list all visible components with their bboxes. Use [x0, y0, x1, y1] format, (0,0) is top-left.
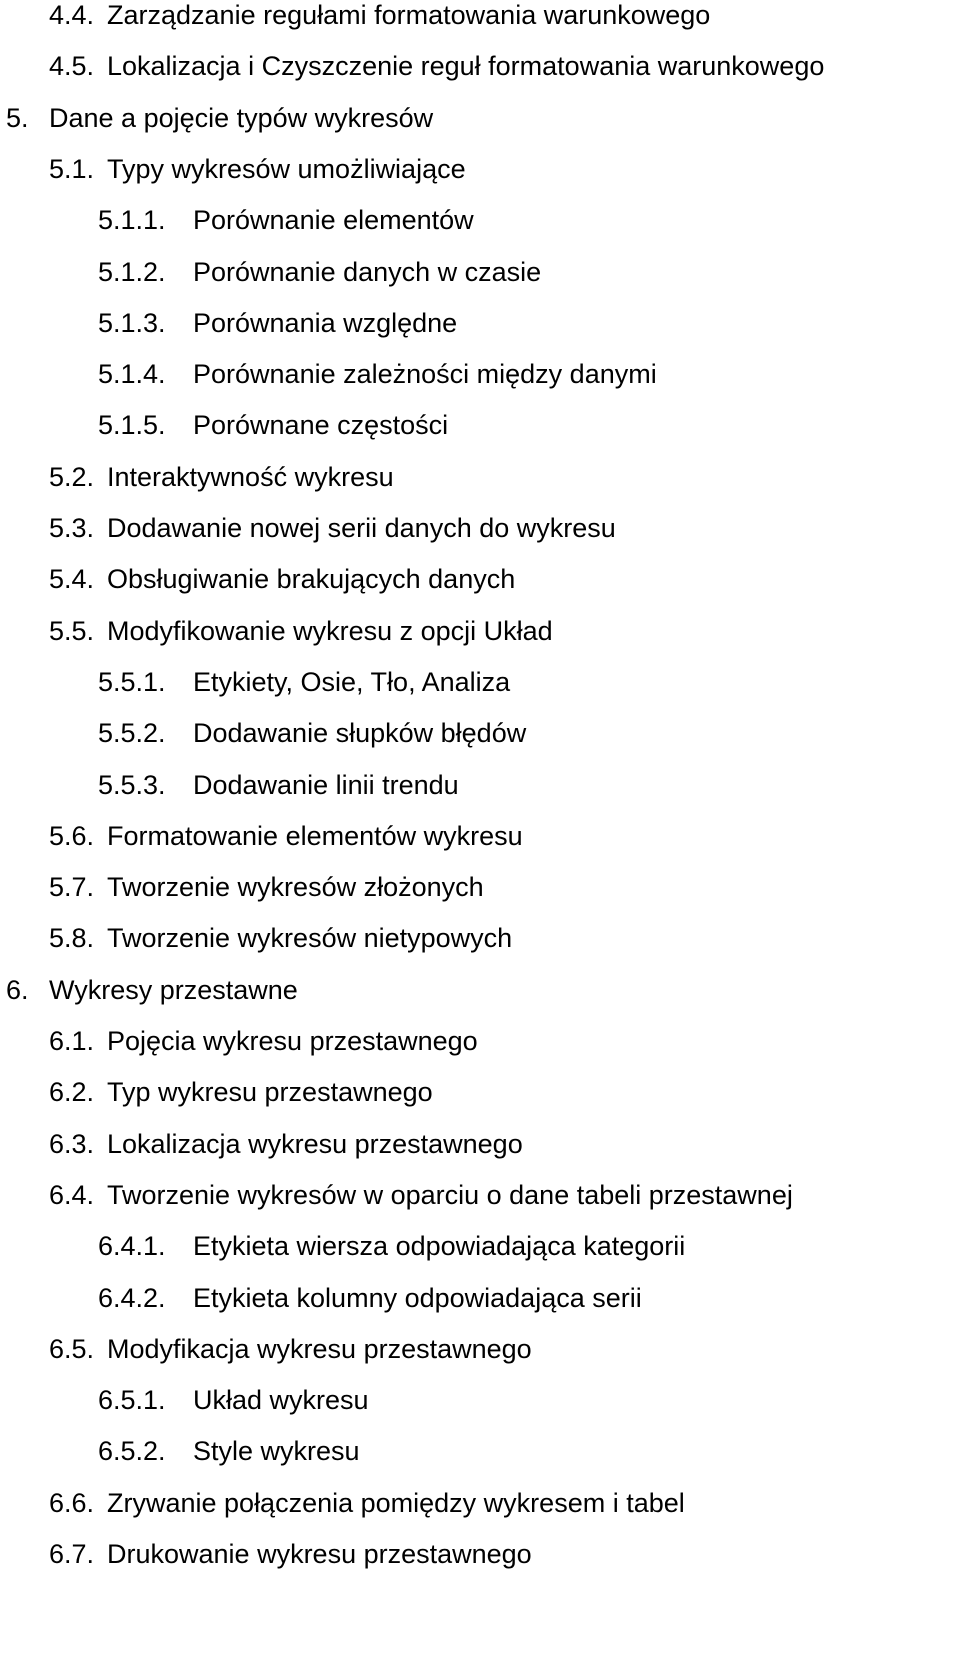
toc-entry-title: Etykieta kolumny odpowiadająca serii [193, 1282, 642, 1313]
toc-entry-title: Dodawanie słupków błędów [193, 718, 527, 749]
toc-entry-number: 6.4. [49, 1179, 95, 1210]
toc-entry-number: 5.1.4. [98, 359, 166, 390]
toc-entry-number: 5.5.2. [98, 718, 166, 749]
toc-entry [98, 667, 960, 697]
toc-entry-number: 5.5.1. [98, 666, 166, 697]
toc-entry-title: Zarządzanie regułami formatowania warunkowego [107, 0, 711, 30]
toc-entry-number: 5. [6, 102, 29, 133]
toc-entry-number: 6.2. [49, 1077, 95, 1108]
toc-entry-title: Porównanie elementów [193, 205, 474, 236]
toc-entry-title: Etykieta wiersza odpowiadająca kategorii [193, 1231, 686, 1262]
toc-entry-title: Typy wykresów umożliwiające [107, 153, 466, 184]
toc-entry-title: Drukowanie wykresu przestawnego [107, 1539, 532, 1569]
toc-entry [49, 1539, 960, 1569]
toc-entry [49, 1129, 960, 1159]
toc-entry-number: 5.3. [49, 513, 95, 543]
toc-entry-number: 5.4. [49, 564, 95, 595]
toc-entry-title: Układ wykresu [193, 1385, 369, 1416]
toc-entry [98, 770, 960, 800]
toc-entry-title: Etykiety, Osie, Tło, Analiza [193, 666, 511, 697]
toc-entry [98, 1283, 960, 1313]
toc-entry-title: Porównania względne [193, 307, 458, 338]
toc-entry-number: 6.4.2. [98, 1282, 166, 1313]
toc-entry [98, 410, 960, 440]
toc-entry-title: Lokalizacja wykresu przestawnego [107, 1128, 523, 1159]
toc-entry [98, 1385, 960, 1415]
toc-entry-title: Style wykresu [193, 1436, 360, 1467]
toc-entry-number: 5.1.3. [98, 307, 166, 338]
toc-entry [98, 257, 960, 287]
toc-entry [98, 205, 960, 235]
toc-entry [49, 462, 960, 492]
toc-entry-title: Typ wykresu przestawnego [107, 1077, 433, 1108]
toc-entry [49, 513, 960, 543]
toc-entry-title: Dodawanie linii trendu [193, 769, 459, 800]
toc-entry [49, 821, 960, 851]
toc-entry-title: Formatowanie elementów wykresu [107, 820, 523, 851]
toc-entry [49, 1488, 960, 1518]
toc-entry-number: 6.4.1. [98, 1231, 166, 1262]
toc-entry-number: 6. [6, 974, 29, 1005]
toc-entry-number: 5.1. [49, 153, 95, 184]
toc-entry-number: 5.5. [49, 615, 95, 646]
toc-entry [49, 51, 960, 81]
toc-entry-number: 5.1.2. [98, 256, 166, 287]
toc-entry-title: Obsługiwanie brakujących danych [107, 564, 516, 595]
toc-entry [49, 1334, 960, 1364]
toc-entry [49, 564, 960, 594]
toc-entry [98, 308, 960, 338]
toc-entry-title: Zrywanie połączenia pomiędzy wykresem i tabel [107, 1487, 685, 1518]
toc-entry-number: 6.1. [49, 1026, 95, 1056]
toc-entry-number: 5.2. [49, 461, 95, 492]
toc-entry-title: Dodawanie nowej serii danych do wykresu [107, 513, 616, 543]
toc-entry [6, 975, 960, 1005]
toc-entry-title: Porównanie zależności między danymi [193, 359, 657, 390]
toc-entry-title: Tworzenie wykresów nietypowych [107, 923, 513, 954]
toc-entry-number: 6.3. [49, 1128, 95, 1159]
toc-entry [98, 1436, 960, 1466]
toc-entry-number: 5.7. [49, 872, 95, 903]
toc-entry-number: 6.7. [49, 1539, 95, 1569]
toc-entry [98, 359, 960, 389]
toc-entry [49, 154, 960, 184]
toc-entry [49, 872, 960, 902]
toc-entry [49, 616, 960, 646]
toc-entry-title: Interaktywność wykresu [107, 461, 394, 492]
toc-entry-number: 6.6. [49, 1487, 95, 1518]
toc-entry [98, 718, 960, 748]
toc-entry [49, 1026, 960, 1056]
toc-entry [49, 0, 960, 30]
toc-entry-number: 5.5.3. [98, 769, 166, 800]
toc-entry-number: 6.5.2. [98, 1436, 166, 1467]
toc-entry-title: Tworzenie wykresów w oparciu o dane tabeli przestawnej [107, 1179, 793, 1210]
toc-entry-title: Modyfikowanie wykresu z opcji Układ [107, 615, 553, 646]
toc-entry-title: Porównanie danych w czasie [193, 256, 542, 287]
toc-entry [6, 103, 960, 133]
toc-entry-number: 5.8. [49, 923, 95, 954]
toc-entry-number: 5.1.1. [98, 205, 166, 236]
toc-entry-number: 5.1.5. [98, 410, 166, 441]
toc-entry-title: Tworzenie wykresów złożonych [107, 872, 484, 903]
toc-entry-number: 6.5. [49, 1333, 95, 1364]
toc-entry-title: Dane a pojęcie typów wykresów [49, 102, 434, 133]
toc-entry-number: 4.4. [49, 0, 95, 30]
toc-entry-number: 4.5. [49, 51, 95, 82]
toc-entry [98, 1231, 960, 1261]
toc-entry-title: Pojęcia wykresu przestawnego [107, 1026, 478, 1056]
toc-entry [49, 1180, 960, 1210]
toc-entry-number: 6.5.1. [98, 1385, 166, 1416]
toc-entry-title: Modyfikacja wykresu przestawnego [107, 1333, 532, 1364]
toc-entry [49, 923, 960, 953]
toc-entry [49, 1077, 960, 1107]
toc-entry-number: 5.6. [49, 820, 95, 851]
toc-entry-title: Porównane częstości [193, 410, 449, 441]
toc-entry-title: Wykresy przestawne [49, 974, 298, 1005]
toc-entry-title: Lokalizacja i Czyszczenie reguł formatowania warunkowego [107, 51, 825, 82]
